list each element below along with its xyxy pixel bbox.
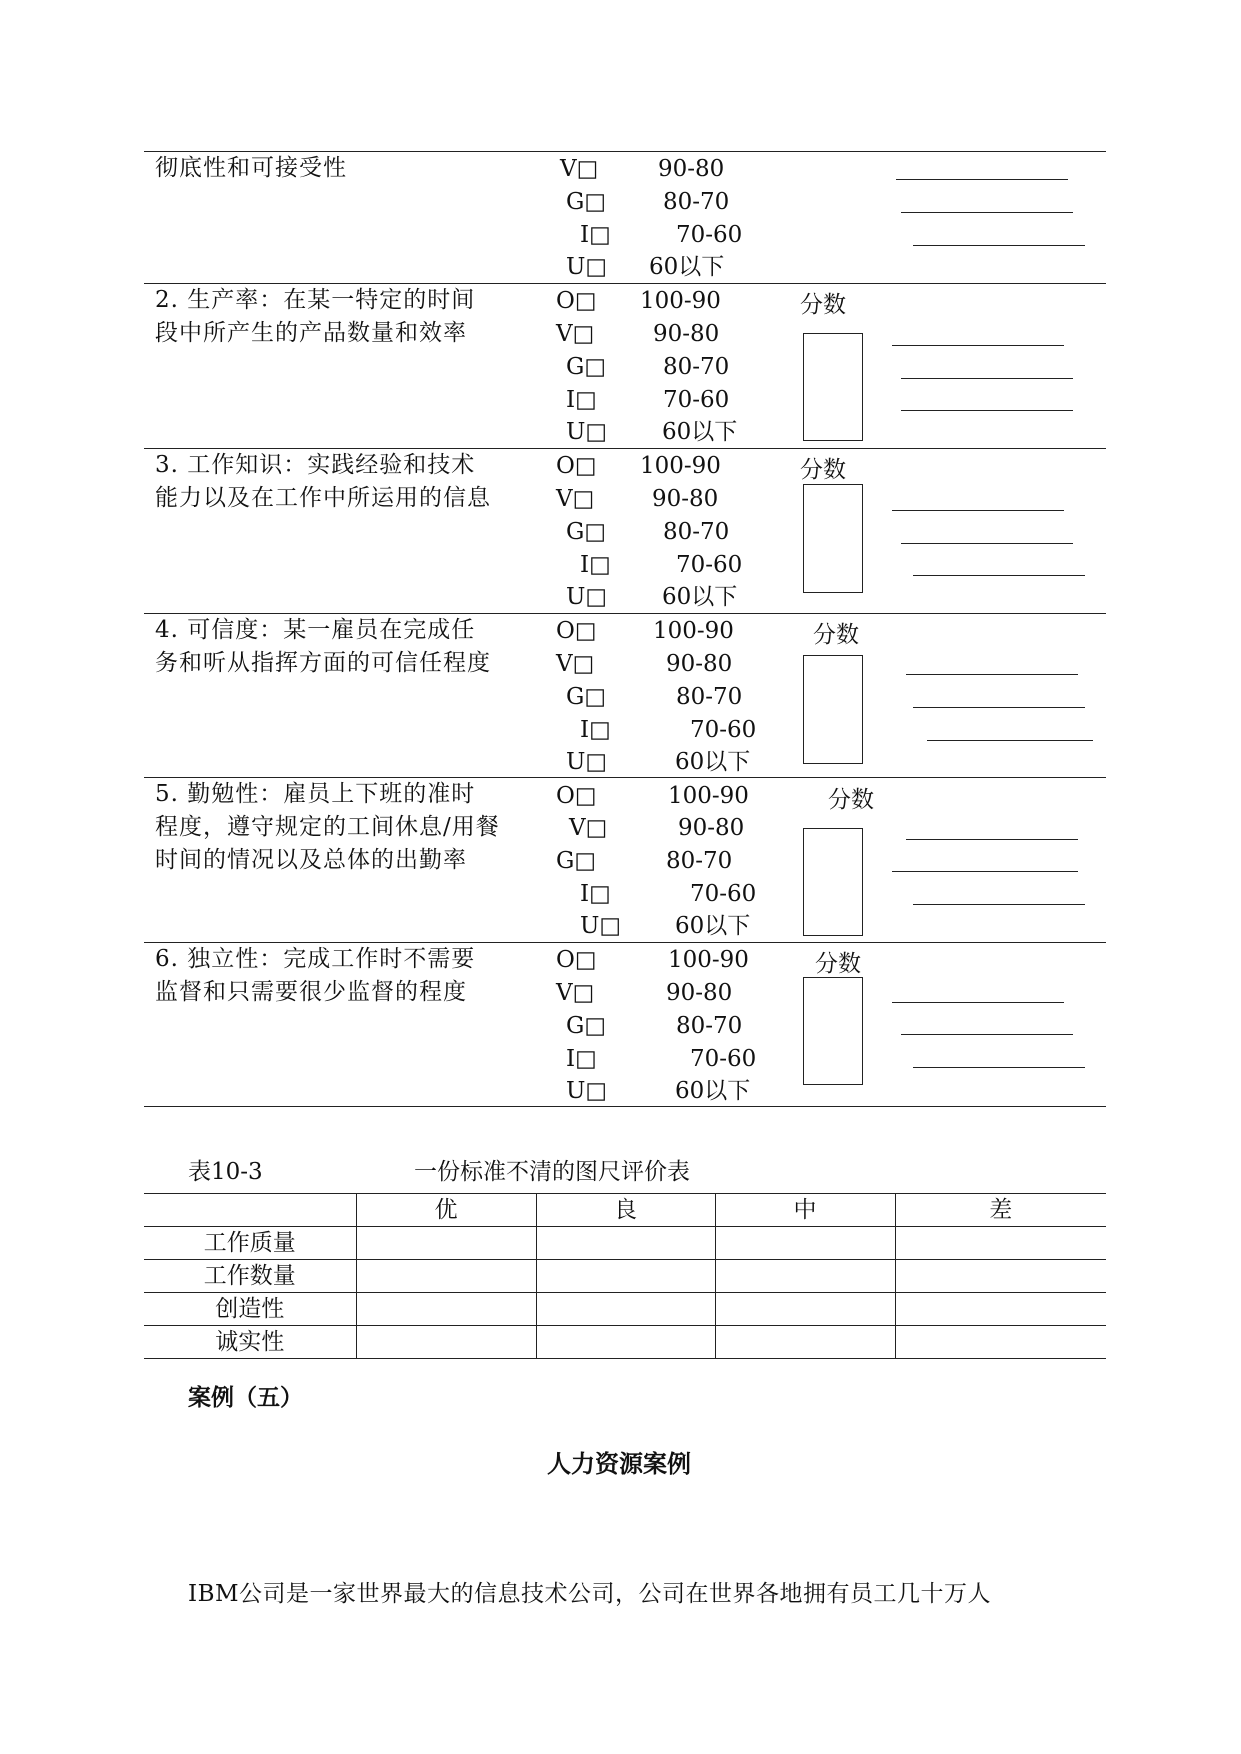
rule xyxy=(144,1106,1106,1107)
grade-code: V□ xyxy=(569,815,608,841)
grade-code: G□ xyxy=(556,848,597,874)
row-label: 创造性 xyxy=(144,1293,356,1326)
grade-code: I□ xyxy=(580,552,611,578)
row-label: 诚实性 xyxy=(144,1326,356,1359)
grade-code: G□ xyxy=(566,519,607,545)
comment-blank[interactable] xyxy=(906,674,1078,675)
row-label: 工作质量 xyxy=(144,1227,356,1260)
grade-range: 70-60 xyxy=(663,387,730,413)
grade-range: 60以下 xyxy=(675,1078,751,1104)
case-heading: 案例（五） xyxy=(188,1385,303,1411)
table-header-cell: 优 xyxy=(356,1194,536,1227)
grade-code: V□ xyxy=(556,651,595,677)
table-row xyxy=(144,1326,1106,1359)
table-row xyxy=(144,1227,1106,1260)
table-row xyxy=(144,1260,1106,1293)
comment-blank[interactable] xyxy=(892,871,1078,872)
case-title: 人力资源案例 xyxy=(547,1450,691,1478)
grade-range: 70-60 xyxy=(690,1046,757,1072)
comment-blank[interactable] xyxy=(892,510,1064,511)
grade-range: 100-90 xyxy=(640,453,721,479)
score-label: 分数 xyxy=(828,787,874,813)
grade-code: U□ xyxy=(566,254,608,280)
grade-code: U□ xyxy=(566,749,608,775)
criterion-description: 4. 可信度：某一雇员在完成任 务和听从指挥方面的可信任程度 xyxy=(155,617,491,676)
grade-code: O□ xyxy=(556,783,597,809)
rating-cell[interactable] xyxy=(356,1227,536,1260)
rating-cell[interactable] xyxy=(536,1293,715,1326)
grade-range: 60以下 xyxy=(675,749,751,775)
grade-range: 80-70 xyxy=(663,519,730,545)
criterion-description: 2. 生产率：在某一特定的时间 段中所产生的产品数量和效率 xyxy=(155,287,476,346)
grade-code: I□ xyxy=(580,881,611,907)
grade-range: 100-90 xyxy=(640,288,721,314)
grade-code: O□ xyxy=(556,947,597,973)
grade-range: 90-80 xyxy=(666,651,733,677)
table-row xyxy=(144,1293,1106,1326)
score-box[interactable] xyxy=(803,828,863,936)
grade-code: V□ xyxy=(556,321,595,347)
table-header-row xyxy=(144,1194,1106,1227)
rating-cell[interactable] xyxy=(356,1260,536,1293)
rating-cell[interactable] xyxy=(536,1227,715,1260)
grade-range: 80-70 xyxy=(676,1013,743,1039)
rating-cell[interactable] xyxy=(536,1260,715,1293)
grade-code: V□ xyxy=(560,156,599,182)
rating-cell[interactable] xyxy=(715,1260,895,1293)
grade-code: I□ xyxy=(566,387,597,413)
criterion-description: 彻底性和可接受性 xyxy=(155,155,347,181)
grade-code: O□ xyxy=(556,453,597,479)
grade-code: U□ xyxy=(566,584,608,610)
grade-code: I□ xyxy=(580,222,611,248)
rating-cell[interactable] xyxy=(356,1293,536,1326)
table-title: 一份标准不清的图尺评价表 xyxy=(414,1159,690,1185)
score-label: 分数 xyxy=(800,457,846,483)
grade-range: 80-70 xyxy=(676,684,743,710)
rating-cell[interactable] xyxy=(356,1326,536,1359)
score-label: 分数 xyxy=(800,292,846,318)
grade-range: 70-60 xyxy=(690,881,757,907)
comment-blank[interactable] xyxy=(913,575,1085,576)
rating-cell[interactable] xyxy=(715,1227,895,1260)
grade-code: U□ xyxy=(566,1078,608,1104)
comment-blank[interactable] xyxy=(892,1002,1064,1003)
comment-blank[interactable] xyxy=(901,1034,1073,1035)
comment-blank[interactable] xyxy=(896,179,1068,180)
grade-code: G□ xyxy=(566,684,607,710)
grade-code: U□ xyxy=(566,419,608,445)
grade-range: 90-80 xyxy=(652,486,719,512)
grade-range: 70-60 xyxy=(690,717,757,743)
grade-range: 100-90 xyxy=(653,618,734,644)
criterion-description: 6. 独立性：完成工作时不需要 监督和只需要很少监督的程度 xyxy=(155,946,476,1005)
row-label: 工作数量 xyxy=(144,1260,356,1293)
grade-range: 60以下 xyxy=(675,913,751,939)
grade-code: G□ xyxy=(566,189,607,215)
table-header-cell: 中 xyxy=(715,1194,895,1227)
score-label: 分数 xyxy=(813,622,859,648)
rating-cell[interactable] xyxy=(715,1293,895,1326)
grade-range: 80-70 xyxy=(663,354,730,380)
comment-blank[interactable] xyxy=(913,245,1085,246)
criterion-description: 3. 工作知识：实践经验和技术 能力以及在工作中所运用的信息 xyxy=(155,452,491,511)
score-box[interactable] xyxy=(803,655,863,764)
grade-code: G□ xyxy=(566,1013,607,1039)
grade-range: 90-80 xyxy=(678,815,745,841)
table-header-cell: 差 xyxy=(895,1194,1106,1227)
grade-range: 60以下 xyxy=(662,419,738,445)
comment-blank[interactable] xyxy=(913,707,1085,708)
comment-blank[interactable] xyxy=(901,543,1073,544)
grade-code: V□ xyxy=(556,486,595,512)
comment-blank[interactable] xyxy=(901,378,1073,379)
comment-blank[interactable] xyxy=(901,212,1073,213)
table-header-cell xyxy=(144,1194,356,1227)
body-paragraph: IBM公司是一家世界最大的信息技术公司，公司在世界各地拥有员工几十万人 xyxy=(188,1581,992,1607)
comment-blank[interactable] xyxy=(913,1067,1085,1068)
grade-code: G□ xyxy=(566,354,607,380)
rating-cell[interactable] xyxy=(715,1326,895,1359)
grade-range: 90-80 xyxy=(653,321,720,347)
grade-code: O□ xyxy=(556,288,597,314)
grade-code: I□ xyxy=(566,1046,597,1072)
score-label: 分数 xyxy=(815,951,861,977)
comment-blank[interactable] xyxy=(913,904,1085,905)
grade-range: 70-60 xyxy=(676,552,743,578)
comment-blank[interactable] xyxy=(906,839,1078,840)
grade-range: 60以下 xyxy=(649,254,725,280)
rating-cell[interactable] xyxy=(895,1260,1106,1293)
grade-range: 100-90 xyxy=(668,783,749,809)
grade-range: 80-70 xyxy=(666,848,733,874)
comment-blank[interactable] xyxy=(892,345,1064,346)
grade-range: 90-80 xyxy=(658,156,725,182)
rating-cell[interactable] xyxy=(536,1326,715,1359)
grade-range: 60以下 xyxy=(662,584,738,610)
comment-blank[interactable] xyxy=(927,740,1093,741)
grade-range: 80-70 xyxy=(663,189,730,215)
grade-range: 70-60 xyxy=(676,222,743,248)
grade-code: I□ xyxy=(580,717,611,743)
score-box[interactable] xyxy=(803,484,863,593)
rating-cell[interactable] xyxy=(895,1227,1106,1260)
rating-table xyxy=(144,1193,1106,1359)
score-box[interactable] xyxy=(803,977,863,1085)
grade-range: 90-80 xyxy=(666,980,733,1006)
grade-code: O□ xyxy=(556,618,597,644)
rating-cell[interactable] xyxy=(895,1326,1106,1359)
table-number: 表10-3 xyxy=(188,1159,263,1185)
score-box[interactable] xyxy=(803,333,863,441)
grade-code: V□ xyxy=(556,980,595,1006)
table-header-cell: 良 xyxy=(536,1194,715,1227)
rating-cell[interactable] xyxy=(895,1293,1106,1326)
grade-code: U□ xyxy=(580,913,622,939)
grade-range: 100-90 xyxy=(668,947,749,973)
criterion-description: 5. 勤勉性：雇员上下班的准时 程度，遵守规定的工间休息/用餐 时间的情况以及总体的出勤率 xyxy=(155,781,500,873)
comment-blank[interactable] xyxy=(901,410,1073,411)
